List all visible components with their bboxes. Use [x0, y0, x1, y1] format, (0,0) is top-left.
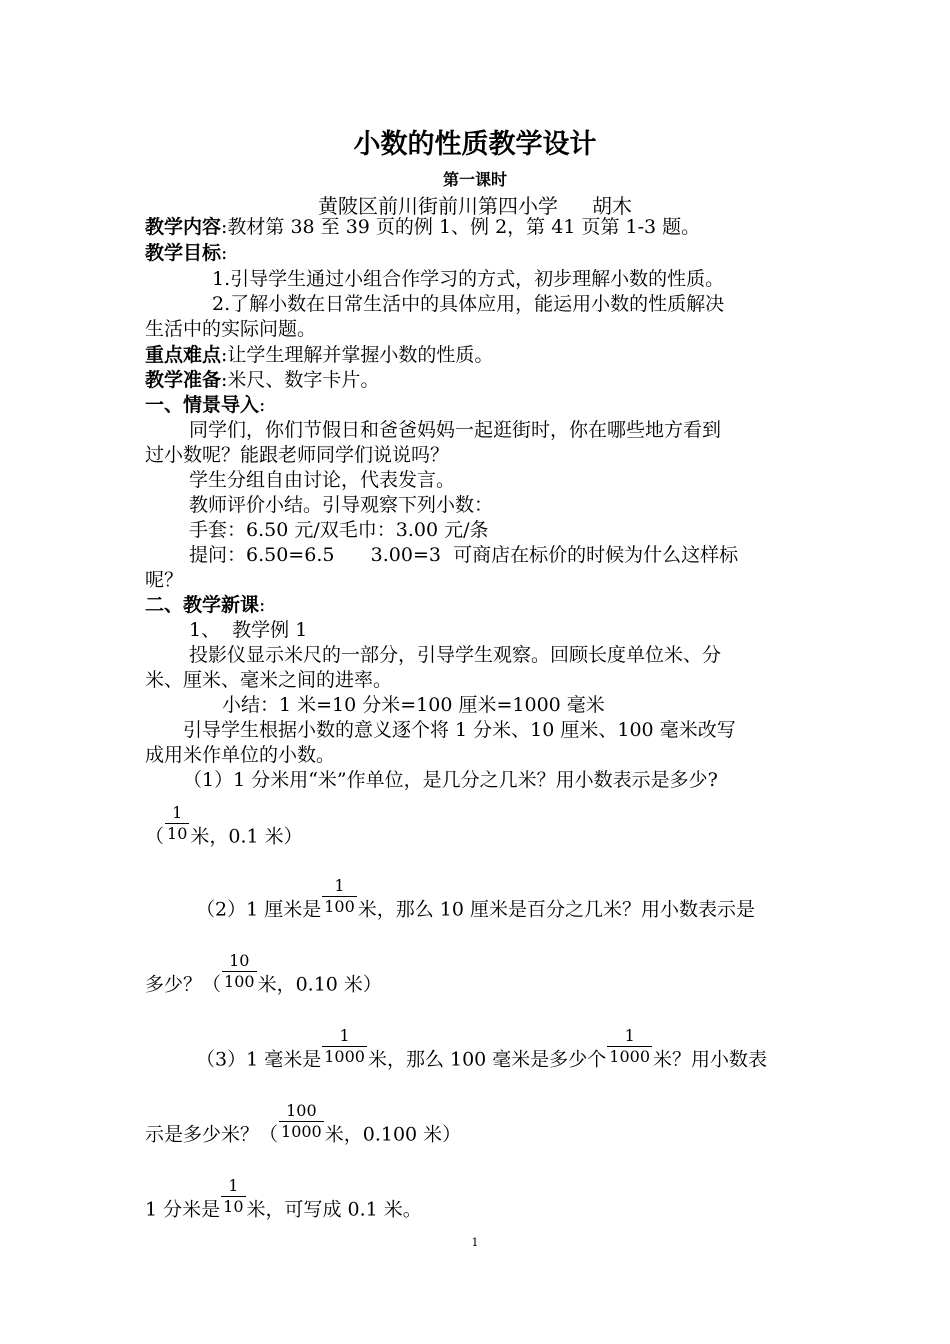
fraction-numerator: 10 — [222, 951, 257, 972]
teaching-prep-label: 教学准备 — [145, 369, 222, 391]
goal-item-2-line-2: 生活中的实际问题。 — [145, 318, 317, 340]
answer-text: 多少？（ — [145, 973, 222, 996]
question-text: （3）1 毫米是 — [196, 1048, 322, 1071]
section-2-label: 二、教学新课 — [145, 594, 260, 616]
fraction-denominator: 10 — [223, 1197, 244, 1216]
question-3-answer — [145, 1101, 462, 1156]
fraction-denominator: 1000 — [609, 1047, 651, 1066]
section-1-prices: 手套：6.50 元/双毛巾：3.00 元/条 — [189, 519, 489, 541]
unit-summary: 小结：1 米=10 分米=100 厘米=1000 毫米 — [222, 694, 605, 716]
fraction-numerator: 1 — [165, 803, 189, 824]
teaching-content-text: :教材第 38 至 39 页的例 1、例 2，第 41 页第 1-3 题。 — [221, 216, 701, 238]
section-2-heading — [145, 592, 265, 618]
fraction-denominator: 10 — [167, 824, 188, 843]
section-1-heading — [145, 392, 265, 418]
fraction-denominator: 100 — [324, 897, 355, 916]
fraction-numerator: 1 — [322, 876, 357, 897]
goal-item-2-line-1: 2.了解小数在日常生活中的具体应用，能运用小数的性质解决 — [212, 293, 725, 315]
teaching-content-label: 教学内容 — [145, 216, 222, 238]
question-2 — [196, 876, 756, 931]
document-title: 小数的性质教学设计 — [353, 129, 597, 160]
conclusion-line — [145, 1176, 422, 1231]
question-1-answer — [145, 803, 303, 858]
fraction-1-100 — [322, 876, 357, 917]
section-1-label: 一、情景导入 — [145, 394, 260, 416]
section-1-para-1-line-1: 同学们，你们节假日和爸爸妈妈一起逛街时，你在哪些地方看到 — [189, 419, 722, 441]
section-1-para-3: 教师评价小结。引导观察下列小数： — [189, 494, 494, 516]
answer-text: 示是多少米？（ — [145, 1123, 279, 1146]
fraction-1-1000 — [322, 1026, 367, 1067]
fraction-numerator: 100 — [279, 1101, 324, 1122]
colon: : — [221, 242, 228, 264]
teaching-goals-heading — [145, 240, 227, 266]
answer-text: 米，0.100 米） — [324, 1123, 462, 1146]
key-difficulty-label: 重点难点 — [145, 344, 222, 366]
conclusion-text: 米，可写成 0.1 米。 — [246, 1198, 422, 1221]
example-1-heading: 1、 教学例 1 — [189, 619, 308, 641]
fraction-denominator: 100 — [224, 972, 255, 991]
key-difficulty — [145, 342, 493, 368]
page-number: 1 — [471, 1236, 479, 1249]
key-difficulty-text: :让学生理解并掌握小数的性质。 — [221, 344, 494, 366]
lesson-period: 第一课时 — [442, 170, 507, 189]
paren-open: （ — [145, 825, 165, 848]
fraction-denominator: 1000 — [281, 1122, 322, 1141]
question-2-answer — [145, 951, 382, 1006]
question-1: （1）1 分米用“米”作单位，是几分之几米？用小数表示是多少? — [183, 769, 718, 791]
question-text: 米？用小数表 — [653, 1048, 768, 1071]
question-text: （2）1 厘米是 — [196, 898, 322, 921]
section-2-para-1-line-1: 投影仪显示米尺的一部分，引导学生观察。回顾长度单位米、分 — [189, 644, 722, 666]
teaching-prep — [145, 367, 379, 393]
conclusion-text: 1 分米是 — [145, 1198, 221, 1221]
teaching-goals-label: 教学目标 — [145, 242, 222, 264]
fraction-100-1000 — [279, 1101, 324, 1142]
section-1-para-2: 学生分组自由讨论，代表发言。 — [189, 469, 456, 491]
author-name: 胡木 — [592, 194, 632, 218]
section-2-para-1-line-2: 米、厘米、毫米之间的进率。 — [145, 669, 393, 691]
fraction-numerator: 1 — [221, 1176, 245, 1197]
fraction-10-100 — [222, 951, 257, 992]
teaching-content — [145, 214, 700, 240]
goal-item-1: 1.引导学生通过小组合作学习的方式，初步理解小数的性质。 — [212, 268, 725, 290]
author-school: 黄陂区前川街前川第四小学 — [318, 194, 558, 218]
question-3 — [196, 1026, 768, 1081]
answer-text: 米，0.1 米） — [190, 825, 303, 848]
colon: : — [259, 394, 266, 416]
section-1-question-line-2: 呢？ — [145, 569, 184, 591]
teaching-prep-text: :米尺、数字卡片。 — [221, 369, 380, 391]
question-text: 米，那么 10 厘米是百分之几米？用小数表示是 — [357, 898, 756, 921]
section-2-para-2-line-2: 成用米作单位的小数。 — [145, 744, 336, 766]
fraction-numerator: 1 — [607, 1026, 652, 1047]
fraction-1-10 — [165, 803, 189, 844]
question-text: 米，那么 100 毫米是多少个 — [367, 1048, 607, 1071]
section-1-para-1-line-2: 过小数呢？能跟老师同学们说说吗？ — [145, 444, 450, 466]
fraction-denominator: 1000 — [324, 1047, 365, 1066]
fraction-numerator: 1 — [322, 1026, 367, 1047]
fraction-1-10 — [221, 1176, 245, 1217]
section-1-question-line-1: 提问：6.50=6.5 3.00=3 可商店在标价的时候为什么这样标 — [189, 544, 739, 566]
section-2-para-2-line-1: 引导学生根据小数的意义逐个将 1 分米、10 厘米、100 毫米改写 — [183, 719, 736, 741]
colon: : — [259, 594, 266, 616]
answer-text: 米，0.10 米） — [257, 973, 382, 996]
fraction-1-1000 — [607, 1026, 652, 1067]
